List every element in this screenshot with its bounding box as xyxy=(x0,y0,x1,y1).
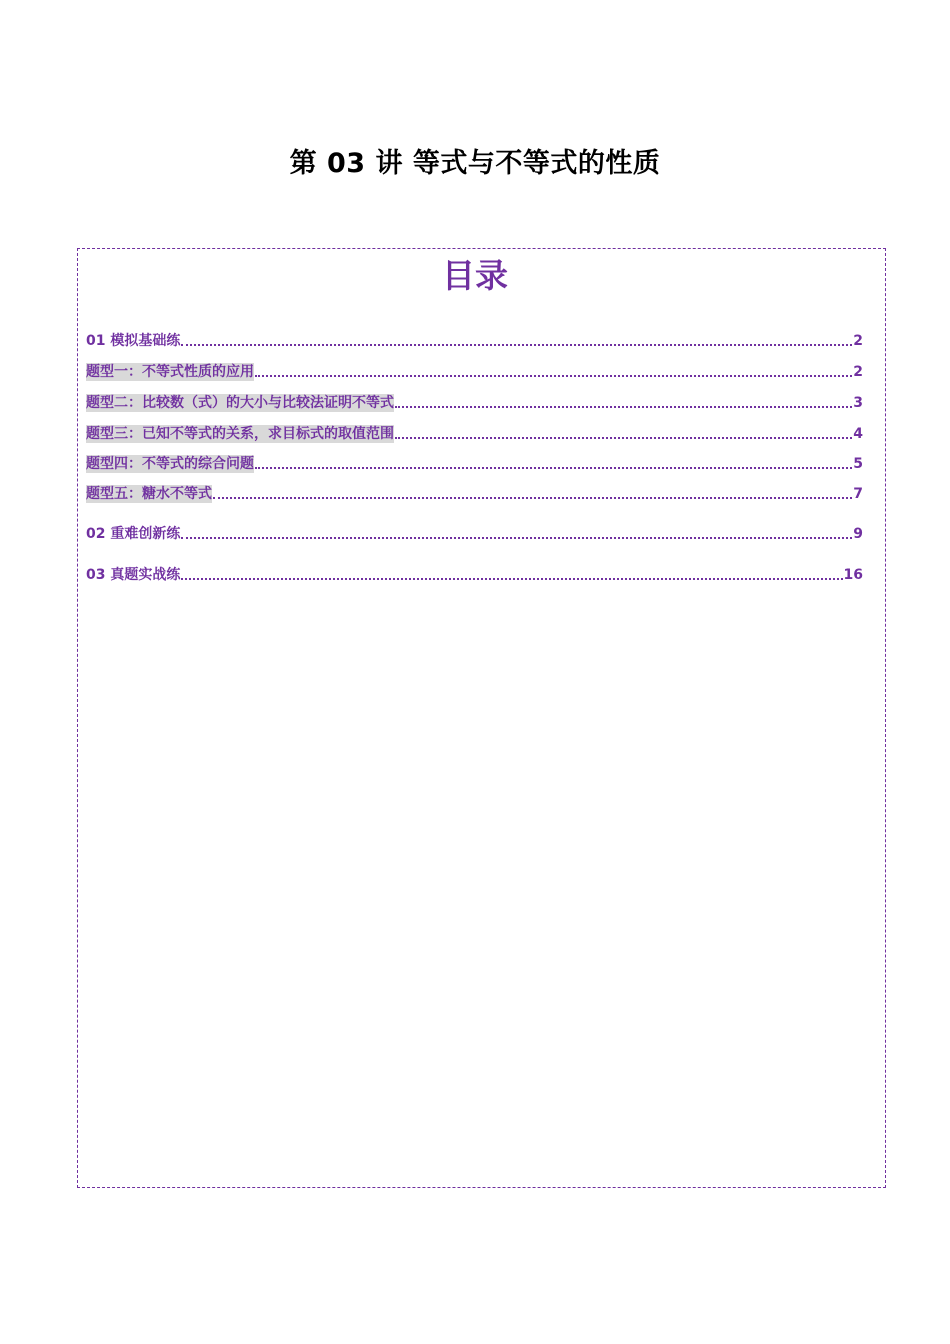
toc-entry-type-3[interactable] xyxy=(86,423,863,443)
toc-entry-type-1[interactable] xyxy=(86,361,863,381)
document-title: 第 03 讲 等式与不等式的性质 xyxy=(289,148,661,179)
toc-page-number: 2 xyxy=(853,333,863,349)
toc-entry-label: 题型五：糖水不等式 xyxy=(86,486,212,502)
toc-page-number: 16 xyxy=(843,567,863,583)
toc-dot-leader xyxy=(255,467,852,469)
toc-entry-label: 题型二：比较数（式）的大小与比较法证明不等式 xyxy=(86,395,394,411)
toc-entry-label: 01 模拟基础练 xyxy=(86,333,181,349)
toc-dot-leader xyxy=(395,437,852,439)
toc-dot-leader xyxy=(181,344,852,346)
toc-dot-leader xyxy=(395,406,852,408)
toc-entry-section-03[interactable] xyxy=(86,564,863,584)
toc-dot-leader xyxy=(181,578,842,580)
toc-entry-section-01[interactable] xyxy=(86,330,863,350)
toc-entry-label: 题型三：已知不等式的关系，求目标式的取值范围 xyxy=(86,426,394,442)
toc-dot-leader xyxy=(181,537,852,539)
toc-entry-type-5[interactable] xyxy=(86,483,863,503)
toc-entry-label: 02 重难创新练 xyxy=(86,526,181,542)
toc-page-number: 9 xyxy=(853,526,863,542)
toc-page-number: 2 xyxy=(853,364,863,380)
toc-page-number: 7 xyxy=(853,486,863,502)
toc-heading: 目录 xyxy=(442,256,508,295)
toc-entry-label: 题型一：不等式性质的应用 xyxy=(86,364,254,380)
toc-entry-section-02[interactable] xyxy=(86,523,863,543)
toc-dot-leader xyxy=(255,375,852,377)
toc-dot-leader xyxy=(213,497,852,499)
toc-entry-type-4[interactable] xyxy=(86,453,863,473)
toc-page-number: 3 xyxy=(853,395,863,411)
toc-entry-label: 题型四：不等式的综合问题 xyxy=(86,456,254,472)
toc-entry-label: 03 真题实战练 xyxy=(86,567,181,583)
toc-page-number: 4 xyxy=(853,426,863,442)
toc-frame xyxy=(77,248,886,1188)
toc-page-number: 5 xyxy=(853,456,863,472)
toc-entry-type-2[interactable] xyxy=(86,392,863,412)
